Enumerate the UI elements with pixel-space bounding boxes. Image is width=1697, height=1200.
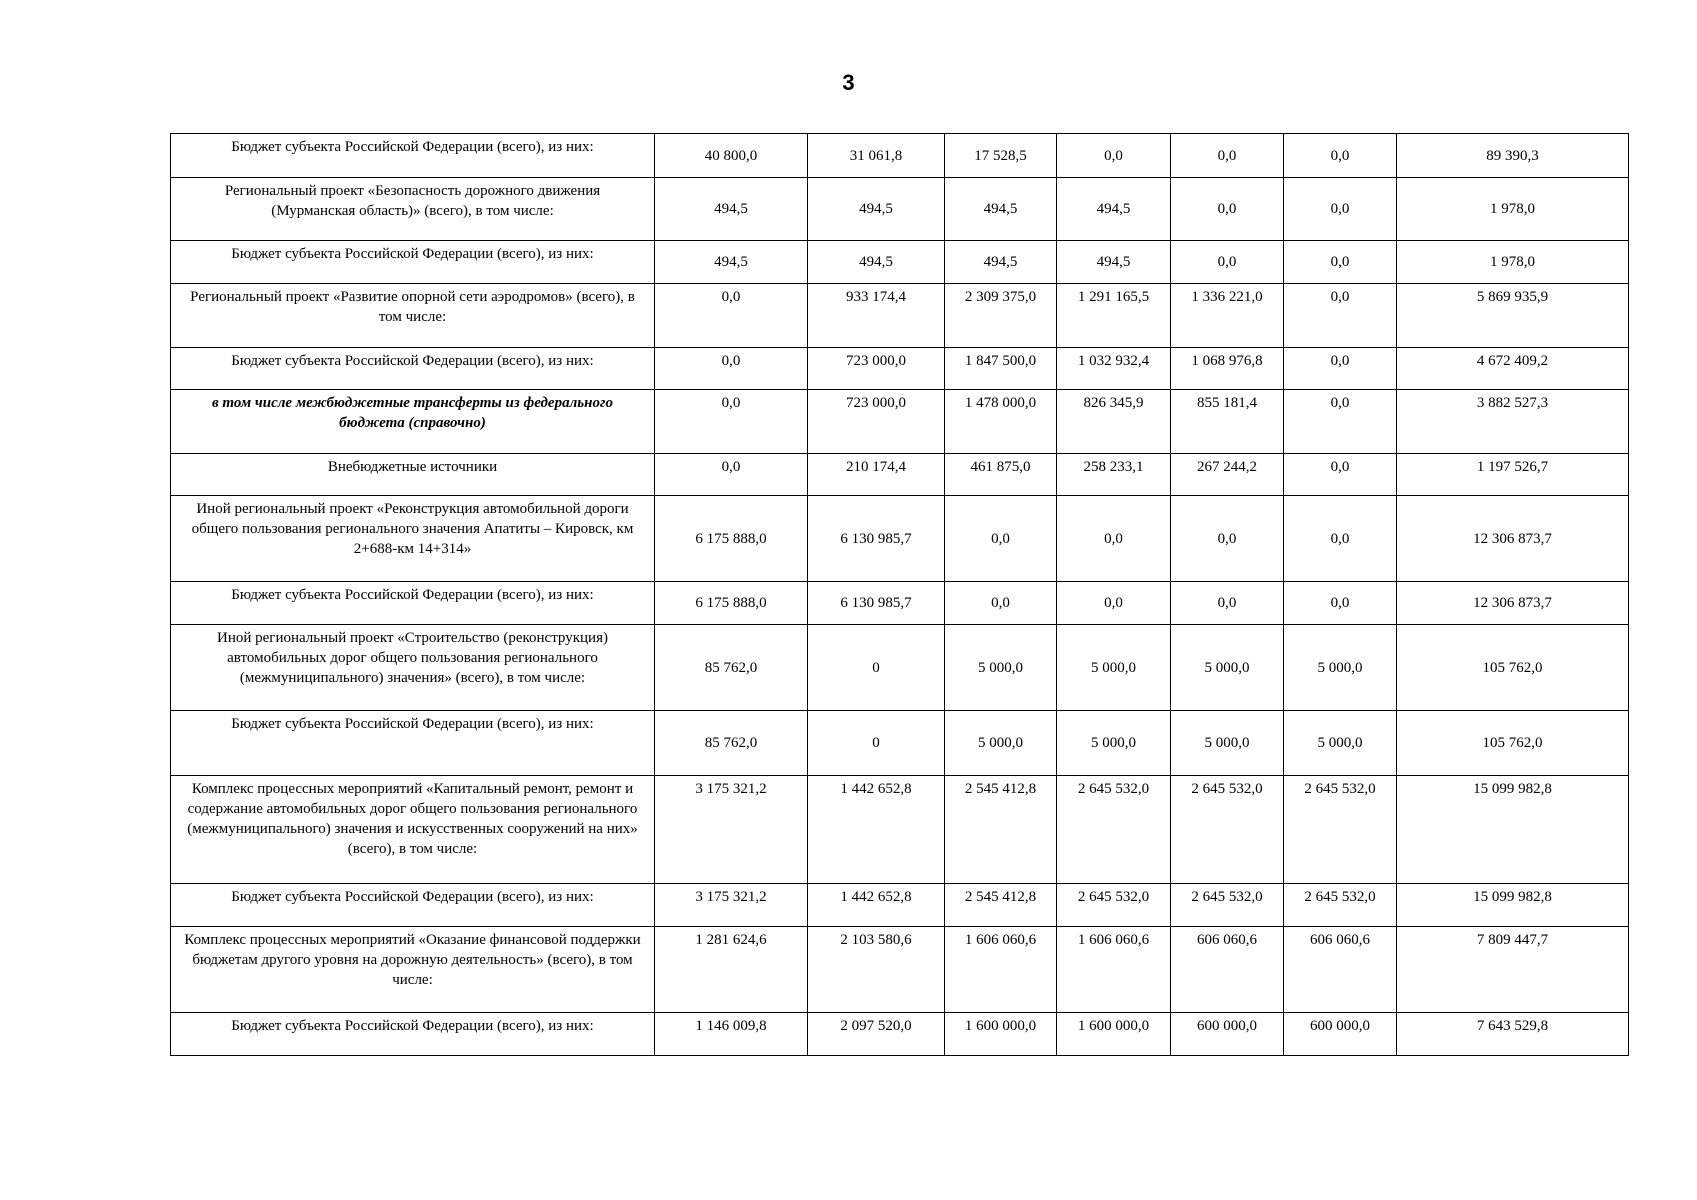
value-cell: 2 309 375,0 (945, 284, 1057, 348)
value-cell: 494,5 (808, 241, 945, 284)
value-cell: 1 442 652,8 (808, 776, 945, 884)
value-cell: 0,0 (1171, 241, 1284, 284)
value-cell: 0 (808, 625, 945, 711)
row-total-cell: 1 978,0 (1397, 241, 1629, 284)
table-row (171, 241, 1629, 284)
table-row (171, 284, 1629, 348)
value-cell: 1 291 165,5 (1057, 284, 1171, 348)
value-cell: 2 103 580,6 (808, 927, 945, 1013)
value-cell: 461 875,0 (945, 454, 1057, 496)
row-label: Иной региональный проект «Реконструкция автомобильной дороги общего пользования регионального значения Апатиты – Кировск, км 2+688-км 14+314» (171, 496, 655, 582)
value-cell: 31 061,8 (808, 134, 945, 178)
row-label: Бюджет субъекта Российской Федерации (всего), из них: (171, 582, 655, 625)
table-row (171, 927, 1629, 1013)
value-cell: 2 645 532,0 (1171, 884, 1284, 927)
value-cell: 1 847 500,0 (945, 348, 1057, 390)
table-row (171, 134, 1629, 178)
value-cell: 267 244,2 (1171, 454, 1284, 496)
value-cell: 1 600 000,0 (1057, 1013, 1171, 1056)
row-label: в том числе межбюджетные трансферты из федерального бюджета (справочно) (171, 390, 655, 454)
row-label: Бюджет субъекта Российской Федерации (всего), из них: (171, 1013, 655, 1056)
row-label: Региональный проект «Развитие опорной сети аэродромов» (всего), в том числе: (171, 284, 655, 348)
value-cell: 6 130 985,7 (808, 582, 945, 625)
value-cell: 3 175 321,2 (655, 776, 808, 884)
value-cell: 1 600 000,0 (945, 1013, 1057, 1056)
page-number: 3 (842, 70, 855, 95)
value-cell: 5 000,0 (1171, 625, 1284, 711)
row-total-cell: 1 978,0 (1397, 178, 1629, 241)
value-cell: 600 000,0 (1171, 1013, 1284, 1056)
value-cell: 606 060,6 (1284, 927, 1397, 1013)
row-total-cell: 12 306 873,7 (1397, 496, 1629, 582)
value-cell: 0,0 (1057, 582, 1171, 625)
value-cell: 0,0 (1057, 134, 1171, 178)
row-total-cell: 7 643 529,8 (1397, 1013, 1629, 1056)
value-cell: 258 233,1 (1057, 454, 1171, 496)
table-row (171, 884, 1629, 927)
value-cell: 0,0 (1284, 454, 1397, 496)
value-cell: 17 528,5 (945, 134, 1057, 178)
value-cell: 0,0 (1171, 134, 1284, 178)
row-label: Бюджет субъекта Российской Федерации (всего), из них: (171, 241, 655, 284)
row-total-cell: 5 869 935,9 (1397, 284, 1629, 348)
value-cell: 0,0 (655, 284, 808, 348)
value-cell: 494,5 (945, 178, 1057, 241)
row-total-cell: 105 762,0 (1397, 625, 1629, 711)
value-cell: 0,0 (655, 454, 808, 496)
value-cell: 0,0 (1284, 348, 1397, 390)
row-total-cell: 4 672 409,2 (1397, 348, 1629, 390)
row-total-cell: 7 809 447,7 (1397, 927, 1629, 1013)
row-total-cell: 15 099 982,8 (1397, 884, 1629, 927)
row-label: Бюджет субъекта Российской Федерации (всего), из них: (171, 348, 655, 390)
value-cell: 826 345,9 (1057, 390, 1171, 454)
value-cell: 1 478 000,0 (945, 390, 1057, 454)
value-cell: 0,0 (945, 582, 1057, 625)
value-cell: 0,0 (1171, 496, 1284, 582)
value-cell: 85 762,0 (655, 711, 808, 776)
table-row (171, 390, 1629, 454)
value-cell: 0,0 (1284, 178, 1397, 241)
value-cell: 1 336 221,0 (1171, 284, 1284, 348)
value-cell: 494,5 (655, 241, 808, 284)
table-row (171, 454, 1629, 496)
value-cell: 494,5 (945, 241, 1057, 284)
row-total-cell: 3 882 527,3 (1397, 390, 1629, 454)
value-cell: 1 068 976,8 (1171, 348, 1284, 390)
value-cell: 2 645 532,0 (1171, 776, 1284, 884)
value-cell: 40 800,0 (655, 134, 808, 178)
value-cell: 1 032 932,4 (1057, 348, 1171, 390)
value-cell: 600 000,0 (1284, 1013, 1397, 1056)
value-cell: 0,0 (1284, 496, 1397, 582)
value-cell: 5 000,0 (945, 711, 1057, 776)
value-cell: 0,0 (1284, 134, 1397, 178)
value-cell: 210 174,4 (808, 454, 945, 496)
value-cell: 5 000,0 (1171, 711, 1284, 776)
value-cell: 6 175 888,0 (655, 496, 808, 582)
value-cell: 0,0 (655, 348, 808, 390)
value-cell: 6 130 985,7 (808, 496, 945, 582)
table-row (171, 178, 1629, 241)
table-row (171, 348, 1629, 390)
value-cell: 723 000,0 (808, 348, 945, 390)
row-total-cell: 15 099 982,8 (1397, 776, 1629, 884)
value-cell: 5 000,0 (1057, 711, 1171, 776)
value-cell: 2 645 532,0 (1284, 884, 1397, 927)
table-row (171, 776, 1629, 884)
row-total-cell: 12 306 873,7 (1397, 582, 1629, 625)
row-label: Комплекс процессных мероприятий «Оказание финансовой поддержки бюджетам другого уровня на дорожную деятельность» (всего), в том числе: (171, 927, 655, 1013)
row-label: Бюджет субъекта Российской Федерации (всего), из них: (171, 884, 655, 927)
value-cell: 1 442 652,8 (808, 884, 945, 927)
value-cell: 85 762,0 (655, 625, 808, 711)
value-cell: 3 175 321,2 (655, 884, 808, 927)
row-label: Иной региональный проект «Строительство (реконструкция) автомобильных дорог общего пользования регионального (межмуниципального) значения» (всего), в том числе: (171, 625, 655, 711)
row-total-cell: 89 390,3 (1397, 134, 1629, 178)
row-label: Бюджет субъекта Российской Федерации (всего), из них: (171, 711, 655, 776)
value-cell: 723 000,0 (808, 390, 945, 454)
value-cell: 0,0 (1171, 582, 1284, 625)
value-cell: 494,5 (1057, 178, 1171, 241)
value-cell: 5 000,0 (1284, 711, 1397, 776)
row-label: Региональный проект «Безопасность дорожного движения (Мурманская область)» (всего), в том числе: (171, 178, 655, 241)
value-cell: 855 181,4 (1171, 390, 1284, 454)
row-label: Бюджет субъекта Российской Федерации (всего), из них: (171, 134, 655, 178)
value-cell: 1 606 060,6 (1057, 927, 1171, 1013)
value-cell: 0,0 (1284, 582, 1397, 625)
table-row (171, 496, 1629, 582)
value-cell: 0,0 (655, 390, 808, 454)
value-cell: 0,0 (1284, 241, 1397, 284)
value-cell: 2 645 532,0 (1057, 776, 1171, 884)
value-cell: 2 545 412,8 (945, 884, 1057, 927)
value-cell: 1 606 060,6 (945, 927, 1057, 1013)
row-label: Внебюджетные источники (171, 454, 655, 496)
value-cell: 0,0 (945, 496, 1057, 582)
table-row (171, 711, 1629, 776)
value-cell: 0,0 (1171, 178, 1284, 241)
value-cell: 1 146 009,8 (655, 1013, 808, 1056)
value-cell: 2 645 532,0 (1057, 884, 1171, 927)
value-cell: 494,5 (1057, 241, 1171, 284)
value-cell: 494,5 (808, 178, 945, 241)
value-cell: 5 000,0 (1284, 625, 1397, 711)
row-label: Комплекс процессных мероприятий «Капитальный ремонт, ремонт и содержание автомобильных дорог общего пользования регионального (межмуниципального) значения и искусственных сооружений на них» (всего), в том числе: (171, 776, 655, 884)
value-cell: 1 281 624,6 (655, 927, 808, 1013)
value-cell: 0 (808, 711, 945, 776)
table-row (171, 1013, 1629, 1056)
value-cell: 0,0 (1284, 284, 1397, 348)
value-cell: 2 545 412,8 (945, 776, 1057, 884)
row-total-cell: 105 762,0 (1397, 711, 1629, 776)
value-cell: 2 645 532,0 (1284, 776, 1397, 884)
value-cell: 2 097 520,0 (808, 1013, 945, 1056)
value-cell: 0,0 (1057, 496, 1171, 582)
value-cell: 933 174,4 (808, 284, 945, 348)
value-cell: 5 000,0 (945, 625, 1057, 711)
value-cell: 6 175 888,0 (655, 582, 808, 625)
value-cell: 5 000,0 (1057, 625, 1171, 711)
row-total-cell: 1 197 526,7 (1397, 454, 1629, 496)
value-cell: 494,5 (655, 178, 808, 241)
table-row (171, 625, 1629, 711)
value-cell: 606 060,6 (1171, 927, 1284, 1013)
budget-table (170, 133, 1629, 1056)
table-row (171, 582, 1629, 625)
value-cell: 0,0 (1284, 390, 1397, 454)
